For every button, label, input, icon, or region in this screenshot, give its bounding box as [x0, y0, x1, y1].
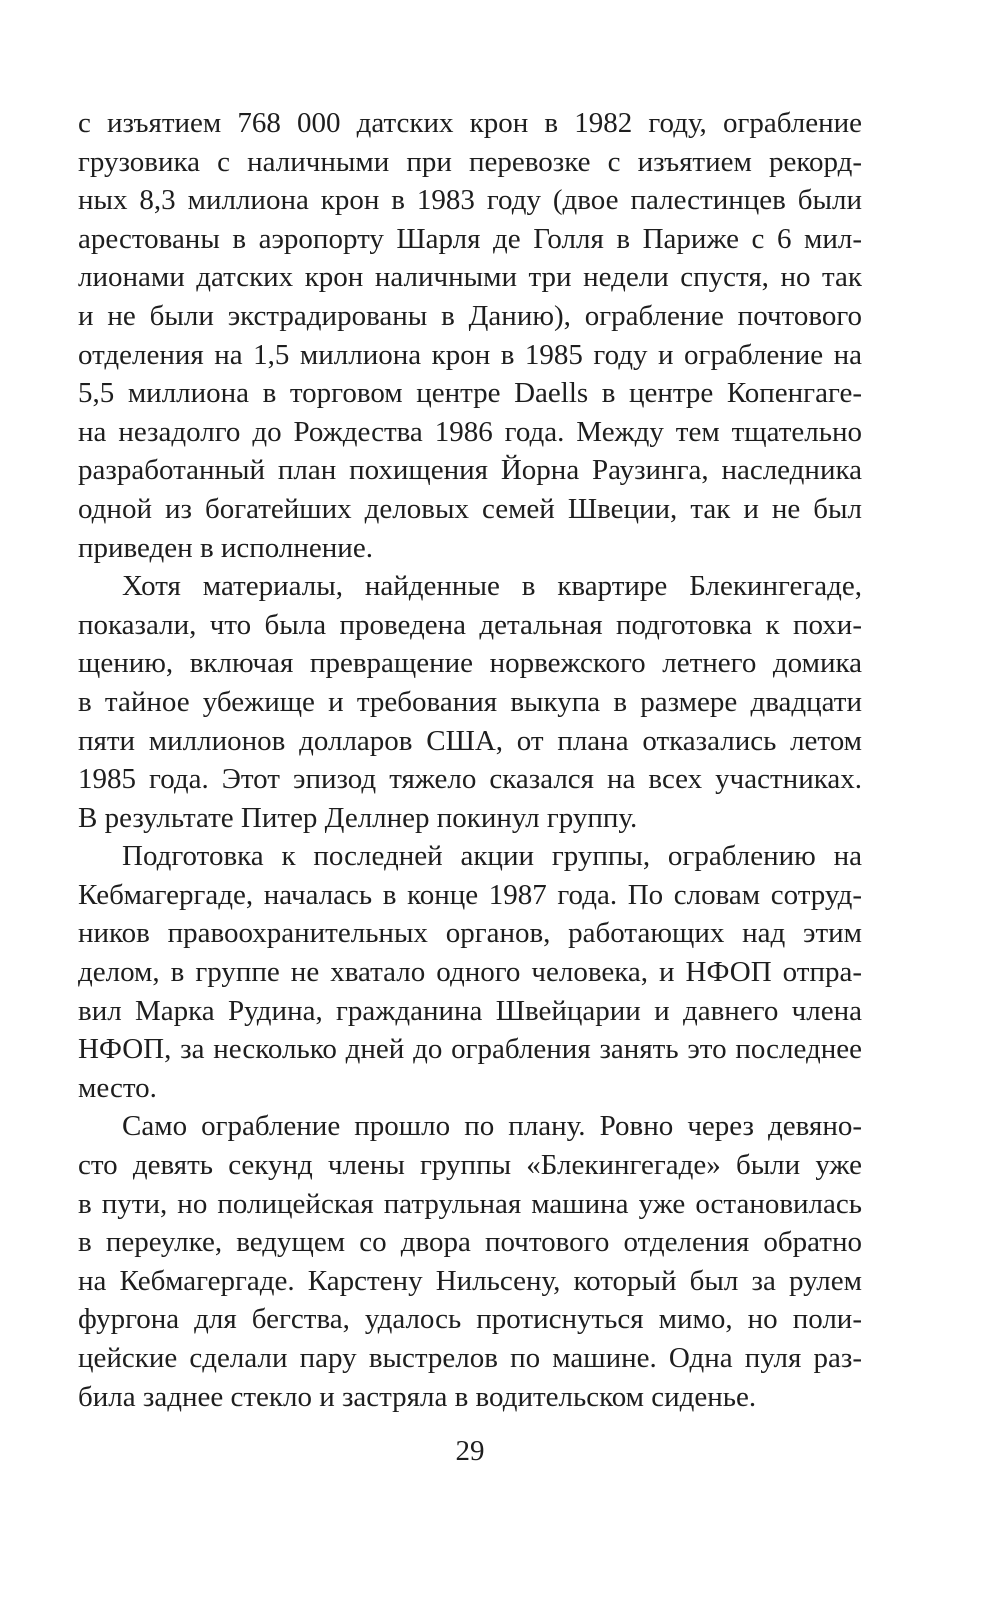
text-line: НФОП, за несколько дней до ограбления занять это последнее	[78, 1033, 862, 1066]
text-line: в тайное убежище и требования выкупа в размере двадцати	[78, 685, 862, 718]
text-line: вил Марка Рудина, гражданина Швейцарии и давнего члена	[78, 994, 862, 1027]
text-line: лионами датских крон наличными три недели спустя, но так	[78, 261, 862, 294]
text-line: Само ограбление прошло по плану. Ровно через девяно-	[122, 1110, 862, 1143]
text-line: место.	[78, 1071, 157, 1104]
text-line: сто девять секунд члены группы «Блекингегаде» были уже	[78, 1149, 862, 1182]
text-line: пяти миллионов долларов США, от плана отказались летом	[78, 724, 862, 757]
text-line: с изъятием 768 000 датских крон в 1982 году, ограбление	[78, 107, 862, 139]
text-line: арестованы в аэропорту Шарля де Голля в Париже с 6 мил-	[78, 222, 862, 255]
text-line: в пути, но полицейская патрульная машина уже остановилась	[78, 1187, 862, 1220]
paragraph-3	[78, 837, 862, 1107]
text-line: Подготовка к последней акции группы, ограблению на	[122, 840, 862, 873]
paragraph-1	[78, 104, 862, 567]
text-line: фургона для бегства, удалось протиснуться мимо, но поли-	[78, 1303, 862, 1336]
text-line: била заднее стекло и застряла в водительском сиденье.	[78, 1380, 757, 1413]
page-body	[78, 104, 862, 1416]
text-line: показали, что была проведена детальная подготовка к похи-	[78, 608, 862, 641]
text-line: Кебмагергаде, началась в конце 1987 года. По словам сотруд-	[78, 878, 862, 911]
text-line: Хотя материалы, найденные в квартире Блекингегаде,	[122, 570, 862, 603]
page-number: 29	[455, 1435, 485, 1467]
text-line: на незадолго до Рождества 1986 года. Между тем тщательно	[78, 415, 862, 448]
text-line: делом, в группе не хватало одного человека, и НФОП отпра-	[78, 956, 862, 989]
text-line: отделения на 1,5 миллиона крон в 1985 году и ограбление на	[78, 338, 862, 371]
text-line: на Кебмагергаде. Карстену Нильсену, который был за рулем	[78, 1264, 862, 1297]
text-line: щению, включая превращение норвежского летнего домика	[78, 647, 862, 680]
text-line: цейские сделали пару выстрелов по машине. Одна пуля раз-	[78, 1342, 862, 1374]
text-line: 5,5 миллиона в торговом центре Daells в центре Копенгаге-	[78, 377, 862, 410]
text-line: разработанный план похищения Йорна Раузинга, наследника	[78, 454, 862, 487]
paragraph-4	[78, 1107, 862, 1416]
text-line: ников правоохранительных органов, работающих над этим	[78, 917, 862, 950]
text-line: и не были экстрадированы в Данию), ограбление почтового	[78, 299, 862, 332]
text-line: 1985 года. Этот эпизод тяжело сказался на всех участниках.	[78, 763, 862, 796]
text-line: В результате Питер Деллнер покинул группу.	[78, 801, 638, 834]
text-line: приведен в исполнение.	[78, 531, 373, 564]
text-line: грузовика с наличными при перевозке с изъятием рекорд-	[78, 145, 862, 178]
text-line: ных 8,3 миллиона крон в 1983 году (двое палестинцев были	[78, 184, 862, 217]
text-line: одной из богатейших деловых семей Швеции, так и не был	[78, 492, 862, 525]
paragraph-2	[78, 567, 862, 837]
text-line: в переулке, ведущем со двора почтового отделения обратно	[78, 1226, 862, 1259]
